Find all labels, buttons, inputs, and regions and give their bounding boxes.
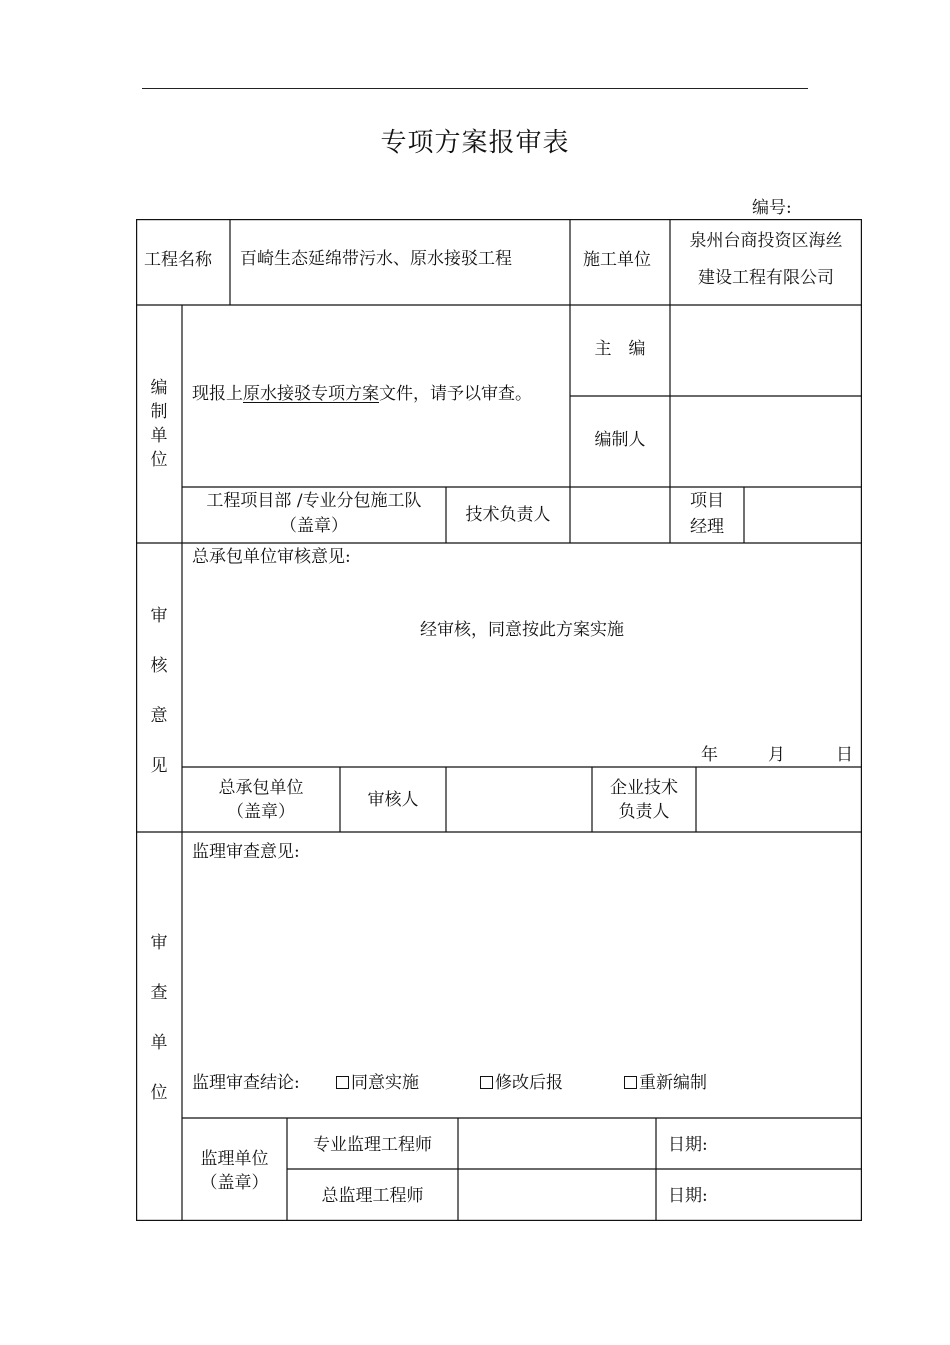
review-form (136, 219, 862, 1221)
chief-engineer-label: 总监理工程师 (321, 1186, 424, 1206)
tech-lead-label: 技术负责人 (465, 505, 551, 525)
option-recompile[interactable]: 重新编制 (624, 1071, 707, 1095)
submission-statement: 现报上原水接驳专项方案文件，请予以审查。 (192, 384, 532, 404)
supervision-unit-label-line1: 监理单位 (200, 1149, 269, 1169)
reviewer-label: 审核人 (367, 790, 419, 810)
chief-editor-label: 主 编 (594, 339, 646, 359)
page-title: 专项方案报审表 (380, 128, 570, 158)
chief-date-label: 日期: (668, 1186, 708, 1206)
compile-side-label: 编 制 单 位 (150, 378, 168, 470)
supervision-conclusion-label: 监理审查结论: (192, 1073, 300, 1093)
checkbox-approve[interactable] (336, 1076, 349, 1089)
project-name-value: 百崎生态延绵带污水、原水接驳工程 (240, 249, 512, 269)
review-date-month: 月 (768, 745, 785, 765)
gc-unit-label-line2: （盖章） (227, 802, 295, 822)
dept-label-line1: 工程项目部 /专业分包施工队 (206, 491, 422, 511)
supervision-unit-label-line2: （盖章） (200, 1173, 269, 1193)
gc-opinion-text: 经审核，同意按此方案实施 (420, 620, 624, 640)
specialist-date-label: 日期: (668, 1135, 708, 1155)
contractor-label: 施工单位 (583, 250, 651, 270)
review-date-year: 年 (701, 745, 718, 765)
contractor-value-line1: 泉州台商投资区海丝 (689, 231, 843, 251)
supervise-side-label: 审 查 单 位 (150, 933, 168, 1103)
header-rule (142, 88, 808, 89)
checkbox-recompile[interactable] (624, 1076, 637, 1089)
serial-number-label: 编号: (752, 198, 792, 218)
supervision-opinion-label: 监理审查意见: (192, 842, 300, 862)
review-date-day: 日 (836, 745, 853, 765)
dept-label-line2: （盖章） (280, 516, 348, 536)
option-approve[interactable]: 同意实施 (336, 1071, 419, 1095)
specialist-engineer-label: 专业监理工程师 (313, 1135, 432, 1155)
gc-opinion-label: 总承包单位审核意见: (192, 547, 351, 567)
option-revise[interactable]: 修改后报 (480, 1071, 563, 1095)
submission-document-name: 原水接驳专项方案 (243, 384, 379, 404)
compiler-label: 编制人 (594, 430, 646, 450)
pm-label-line1: 项目 (690, 491, 724, 511)
ent-tech-label-line1: 企业技术 (610, 778, 678, 798)
checkbox-revise[interactable] (480, 1076, 493, 1089)
ent-tech-label-line2: 负责人 (618, 802, 670, 822)
contractor-value-line2: 建设工程有限公司 (698, 268, 834, 288)
pm-label-line2: 经理 (690, 517, 724, 537)
gc-unit-label-line1: 总承包单位 (218, 778, 304, 798)
review-side-label: 审 核 意 见 (150, 606, 168, 776)
project-name-label: 工程名称 (144, 250, 212, 270)
